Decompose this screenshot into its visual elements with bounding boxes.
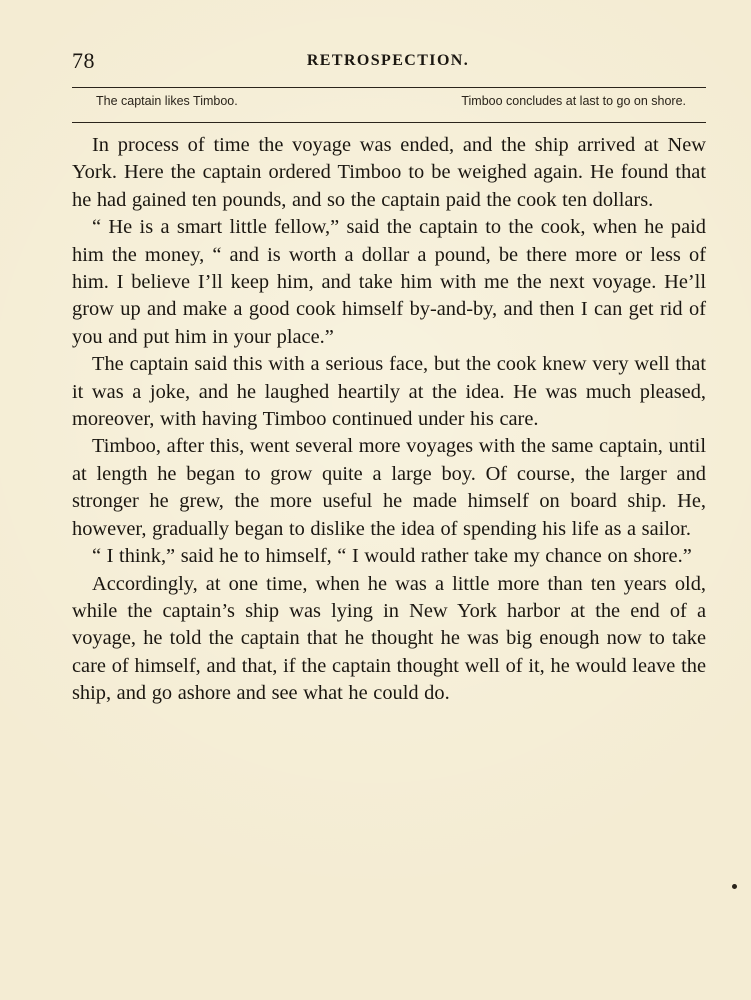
paragraph: Timboo, after this, went several more voyages with the same captain, until at length he began to grow quite a large boy. Of course, the larger and stronger he grew, the more useful he made himself on board ship. He, however, gradually began to dislike the idea of spending his life as a sailor. [72,435,706,540]
paragraph: “ I think,” said he to himself, “ I would rather take my chance on shore.” [92,545,692,568]
page-header [72,48,704,78]
paragraph: The captain said this with a serious face, but the cook knew very well that it was a joke, and he laughed heartily at the idea. He was much pleased, moreover, with having Timboo continued under his care. [72,353,706,431]
subhead-left: The captain likes Timboo. [96,94,238,108]
paragraph: In process of time the voyage was ended, and the ship arrived at New York. Here the captain ordered Timboo to be weighed again. He found that he had gained ten pounds, and so the captain paid the cook ten dollars. [72,134,706,211]
paragraph: Accordingly, at one time, when he was a little more than ten years old, while the captain’s ship was lying in New York harbor at the end of a voyage, he told the captain that he thought he was big enough now to take care of himself, and that, if the captain thought well of it, he would leave the ship, and go ashore and see what he could do. [72,572,706,705]
paragraph: “ He is a smart little fellow,” said the captain to the cook, when he paid him the money, “ and is worth a dollar a pound, be there more or less of him. I believe I’ll keep him, and take him with me the next voyage. He’ll grow up and make a good cook himself by-and-by, and then I can get rid of you and put him in your place.” [72,216,706,348]
ink-speck [732,884,737,889]
running-title: RETROSPECTION. [306,52,470,69]
marginal-subheads [96,94,686,116]
subhead-right: Timboo concludes at last to go on shore. [461,94,686,108]
header-rule-bottom [72,122,706,123]
header-rule-top [72,87,706,88]
page-number: 78 [72,48,95,73]
body-text [72,132,706,708]
